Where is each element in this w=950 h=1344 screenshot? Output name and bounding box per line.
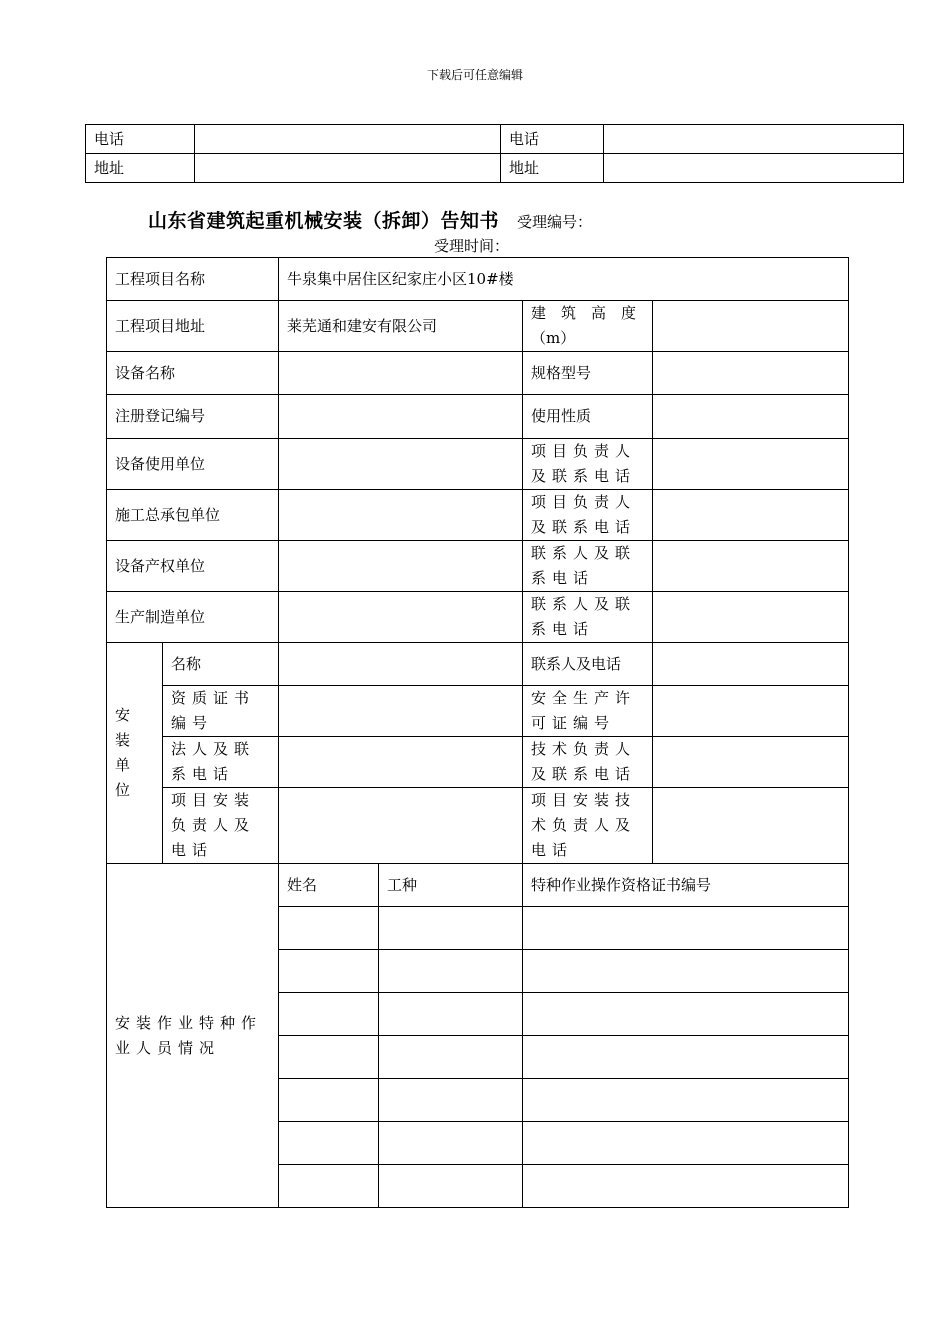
user-unit-value[interactable] (279, 439, 523, 490)
install-tech-lead-value[interactable] (653, 737, 849, 788)
table-row (107, 439, 849, 490)
contractor-label: 施工总承包单位 (107, 490, 279, 541)
contractor-contact-value[interactable] (653, 490, 849, 541)
user-contact-value[interactable] (653, 439, 849, 490)
contractor-contact-label: 项目负责人及联系电话 (523, 490, 653, 541)
worker-name-cell[interactable] (279, 1122, 379, 1165)
worker-name-cell[interactable] (279, 1165, 379, 1208)
building-height-label-line2: （m） (531, 329, 576, 347)
device-name-value[interactable] (279, 352, 523, 395)
worker-name-cell[interactable] (279, 950, 379, 993)
registration-number-label: 注册登记编号 (107, 395, 279, 439)
table-row (107, 352, 849, 395)
table-row (107, 864, 849, 907)
contractor-value[interactable] (279, 490, 523, 541)
owner-contact-value[interactable] (653, 541, 849, 592)
worker-cert-cell[interactable] (523, 907, 849, 950)
table-row (107, 490, 849, 541)
header-note: 下载后可任意编辑 (426, 68, 523, 82)
table-row (107, 737, 849, 788)
notice-form-table (106, 257, 849, 1208)
install-tech-pm-label: 项目安装技术负责人及电话 (523, 788, 653, 864)
maker-unit-value[interactable] (279, 592, 523, 643)
table-row (107, 541, 849, 592)
project-address-label: 工程项目地址 (107, 301, 279, 352)
install-legal-value[interactable] (279, 737, 523, 788)
maker-contact-label: 联系人及联系电话 (523, 592, 653, 643)
title-row (148, 206, 592, 233)
worker-cert-cell[interactable] (523, 1165, 849, 1208)
worker-cert-cell[interactable] (523, 1079, 849, 1122)
accept-number-label: 受理编号： (517, 213, 593, 231)
install-cert-label: 资质证书编号 (163, 686, 279, 737)
owner-unit-label: 设备产权单位 (107, 541, 279, 592)
worker-name-cell[interactable] (279, 993, 379, 1036)
phone-label: 电话 (86, 125, 195, 154)
page-title: 山东省建筑起重机械安装（拆卸）告知书 (148, 210, 500, 232)
device-name-label: 设备名称 (107, 352, 279, 395)
table-row (107, 686, 849, 737)
workers-header-cert: 特种作业操作资格证书编号 (523, 864, 849, 907)
table-row (107, 592, 849, 643)
install-name-label: 名称 (163, 643, 279, 686)
worker-trade-cell[interactable] (379, 1165, 523, 1208)
building-height-value[interactable] (653, 301, 849, 352)
worker-trade-cell[interactable] (379, 993, 523, 1036)
install-safety-permit-label: 安全生产许可证编号 (523, 686, 653, 737)
worker-name-cell[interactable] (279, 907, 379, 950)
workers-header-trade: 工种 (379, 864, 523, 907)
install-cert-value[interactable] (279, 686, 523, 737)
table-row (107, 301, 849, 352)
accept-time-label: 受理时间： (434, 237, 510, 255)
address-label: 地址 (501, 154, 604, 183)
install-legal-label: 法人及联系电话 (163, 737, 279, 788)
owner-unit-value[interactable] (279, 541, 523, 592)
table-row (107, 643, 849, 686)
install-name-contact-value[interactable] (653, 643, 849, 686)
project-address-value[interactable]: 莱芜通和建安有限公司 (279, 301, 523, 352)
user-contact-label: 项目负责人及联系电话 (523, 439, 653, 490)
workers-label: 安装作业特种作业人员情况 (107, 864, 279, 1208)
worker-trade-cell[interactable] (379, 950, 523, 993)
install-pm-label: 项目安装负责人及电话 (163, 788, 279, 864)
registration-number-value[interactable] (279, 395, 523, 439)
table-row (86, 154, 904, 183)
address-value[interactable] (604, 154, 904, 183)
worker-cert-cell[interactable] (523, 1122, 849, 1165)
user-unit-label: 设备使用单位 (107, 439, 279, 490)
building-height-label-line1: 建 筑 高 度 (531, 304, 637, 322)
project-name-value[interactable]: 牛泉集中居住区纪家庄小区10#楼 (279, 258, 849, 301)
table-row (107, 395, 849, 439)
install-tech-lead-label: 技术负责人及联系电话 (523, 737, 653, 788)
worker-trade-cell[interactable] (379, 907, 523, 950)
building-height-label (523, 301, 653, 352)
phone-value[interactable] (604, 125, 904, 154)
worker-name-cell[interactable] (279, 1079, 379, 1122)
install-tech-pm-value[interactable] (653, 788, 849, 864)
project-name-label: 工程项目名称 (107, 258, 279, 301)
maker-unit-label: 生产制造单位 (107, 592, 279, 643)
install-safety-permit-value[interactable] (653, 686, 849, 737)
table-row (107, 788, 849, 864)
install-unit-label: 安 装单位 (107, 643, 163, 864)
worker-name-cell[interactable] (279, 1036, 379, 1079)
phone-value[interactable] (195, 125, 501, 154)
worker-cert-cell[interactable] (523, 993, 849, 1036)
worker-cert-cell[interactable] (523, 950, 849, 993)
install-name-contact-label: 联系人及电话 (523, 643, 653, 686)
workers-header-name: 姓名 (279, 864, 379, 907)
table-row (86, 125, 904, 154)
install-name-value[interactable] (279, 643, 523, 686)
spec-model-value[interactable] (653, 352, 849, 395)
spec-model-label: 规格型号 (523, 352, 653, 395)
usage-type-label: 使用性质 (523, 395, 653, 439)
worker-trade-cell[interactable] (379, 1079, 523, 1122)
install-pm-value[interactable] (279, 788, 523, 864)
worker-trade-cell[interactable] (379, 1036, 523, 1079)
usage-type-value[interactable] (653, 395, 849, 439)
address-value[interactable] (195, 154, 501, 183)
worker-trade-cell[interactable] (379, 1122, 523, 1165)
owner-contact-label: 联系人及联系电话 (523, 541, 653, 592)
phone-label: 电话 (501, 125, 604, 154)
maker-contact-value[interactable] (653, 592, 849, 643)
worker-cert-cell[interactable] (523, 1036, 849, 1079)
table-row (107, 258, 849, 301)
address-label: 地址 (86, 154, 195, 183)
contact-table (85, 124, 904, 183)
